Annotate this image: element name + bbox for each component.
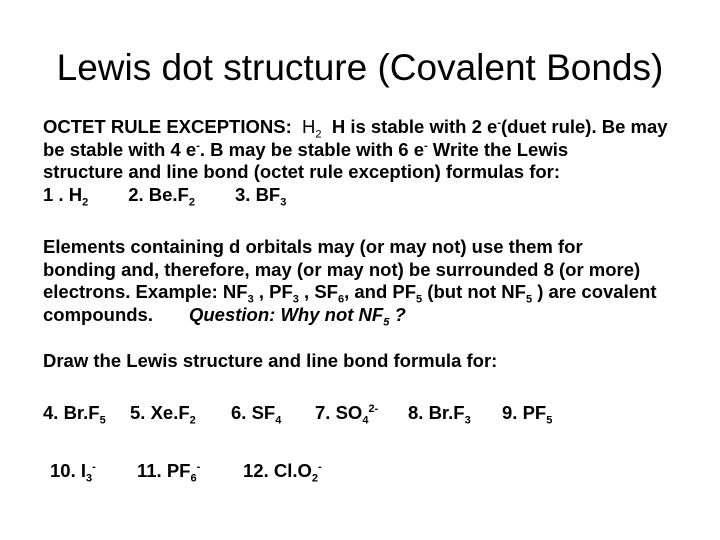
problem-9 bbox=[502, 402, 553, 427]
problem-subscript: 5 bbox=[546, 414, 553, 427]
problem-8 bbox=[408, 402, 471, 427]
sf6-subscript: 6 bbox=[337, 293, 345, 306]
h2-symbol: H bbox=[302, 116, 316, 137]
problem-label: 4. Br.F bbox=[43, 402, 100, 423]
problem-label: 10. I bbox=[50, 460, 86, 481]
problem-label: 5. Xe.F bbox=[130, 402, 190, 423]
pf5-subscript: 5 bbox=[416, 293, 423, 306]
question-3: 3. BF bbox=[235, 183, 281, 205]
problem-5 bbox=[130, 402, 196, 427]
compounds-text: compounds. bbox=[43, 303, 153, 325]
problem-7 bbox=[315, 402, 379, 427]
dorb-line-2: bonding and, therefore, may (or may not) be surrounded 8 (or more) bbox=[43, 258, 641, 280]
and-pf-text: , and PF bbox=[344, 281, 417, 302]
octet-line-3: structure and line bond (octet rule exception) formulas for: bbox=[43, 161, 561, 182]
problem-subscript: 4 bbox=[362, 414, 369, 427]
slide-title: Lewis dot structure (Covalent Bonds) bbox=[56, 47, 664, 88]
question-mark: ? bbox=[389, 303, 406, 325]
problem-charge: - bbox=[196, 460, 201, 473]
b-stable-text: . B may be stable with 6 e bbox=[199, 138, 424, 160]
octet-questions bbox=[43, 184, 683, 207]
dorb-line-3 bbox=[43, 281, 693, 304]
problem-subscript: 3 bbox=[86, 472, 93, 485]
example-text: electrons. Example: NF bbox=[43, 281, 248, 302]
problem-label: 6. SF bbox=[231, 402, 276, 423]
be-stable-text: be stable with 4 e bbox=[43, 138, 197, 160]
question-1: 1 . H bbox=[43, 183, 83, 205]
problem-charge: - bbox=[318, 460, 322, 473]
dorb-line-4 bbox=[43, 304, 693, 327]
duet-rule-text: (duet rule). Be may bbox=[501, 116, 668, 137]
problem-subscript: 3 bbox=[464, 414, 471, 427]
question-3-subscript: 3 bbox=[280, 196, 287, 209]
problem-charge: 2- bbox=[368, 402, 379, 415]
problem-label: 8. Br.F bbox=[408, 402, 465, 423]
write-lewis-text: Write the Lewis bbox=[427, 138, 569, 160]
question-text: Question: Why not NF bbox=[188, 303, 384, 325]
nf5-subscript: 5 bbox=[525, 293, 533, 306]
problem-subscript: 2 bbox=[311, 472, 319, 485]
dorb-line-1: Elements containing d orbitals may (or may not) use them for bbox=[43, 236, 583, 257]
pf-text: , PF bbox=[253, 281, 293, 302]
nf3-subscript: 3 bbox=[247, 293, 254, 306]
problems-row-1 bbox=[0, 402, 720, 426]
problem-label: 11. PF bbox=[137, 460, 191, 481]
problem-subscript: 2 bbox=[189, 414, 196, 427]
d-orbitals-paragraph bbox=[43, 236, 693, 329]
question-2: 2. Be.F bbox=[128, 183, 189, 205]
problem-subscript: 4 bbox=[275, 414, 282, 427]
problem-12 bbox=[243, 460, 322, 485]
problem-6 bbox=[231, 402, 282, 427]
problem-subscript: 6 bbox=[190, 472, 197, 485]
h2-subscript: 2 bbox=[315, 128, 322, 141]
octet-line-2 bbox=[43, 139, 683, 162]
problem-label: 7. SO bbox=[315, 402, 363, 423]
problem-4 bbox=[43, 402, 106, 427]
electron-charge: - bbox=[196, 139, 200, 152]
problem-10 bbox=[50, 460, 96, 485]
question-1-subscript: 2 bbox=[82, 196, 89, 209]
question-2-subscript: 2 bbox=[188, 196, 195, 209]
electron-charge: - bbox=[497, 116, 502, 129]
octet-line-1 bbox=[43, 116, 683, 139]
h-stable-text: H is stable with 2 e bbox=[331, 116, 498, 137]
sf-text: , SF bbox=[298, 281, 338, 302]
pf3-subscript: 3 bbox=[292, 293, 299, 306]
covalent-text: ) are covalent bbox=[532, 281, 657, 302]
octet-exceptions-paragraph bbox=[43, 116, 683, 209]
problem-label: 9. PF bbox=[502, 402, 547, 423]
electron-charge: - bbox=[424, 139, 428, 152]
problem-subscript: 5 bbox=[99, 414, 106, 427]
but-not-nf-text: (but not NF bbox=[422, 281, 526, 302]
draw-prompt: Draw the Lewis structure and line bond formula for: bbox=[43, 350, 498, 371]
problem-label: 12. Cl.O bbox=[243, 460, 312, 481]
problem-charge: - bbox=[92, 460, 96, 473]
octet-heading: OCTET RULE EXCEPTIONS: bbox=[43, 116, 292, 137]
problem-11 bbox=[137, 460, 201, 485]
question-nf5-subscript: 5 bbox=[383, 316, 390, 329]
problems-row-2 bbox=[0, 460, 720, 484]
